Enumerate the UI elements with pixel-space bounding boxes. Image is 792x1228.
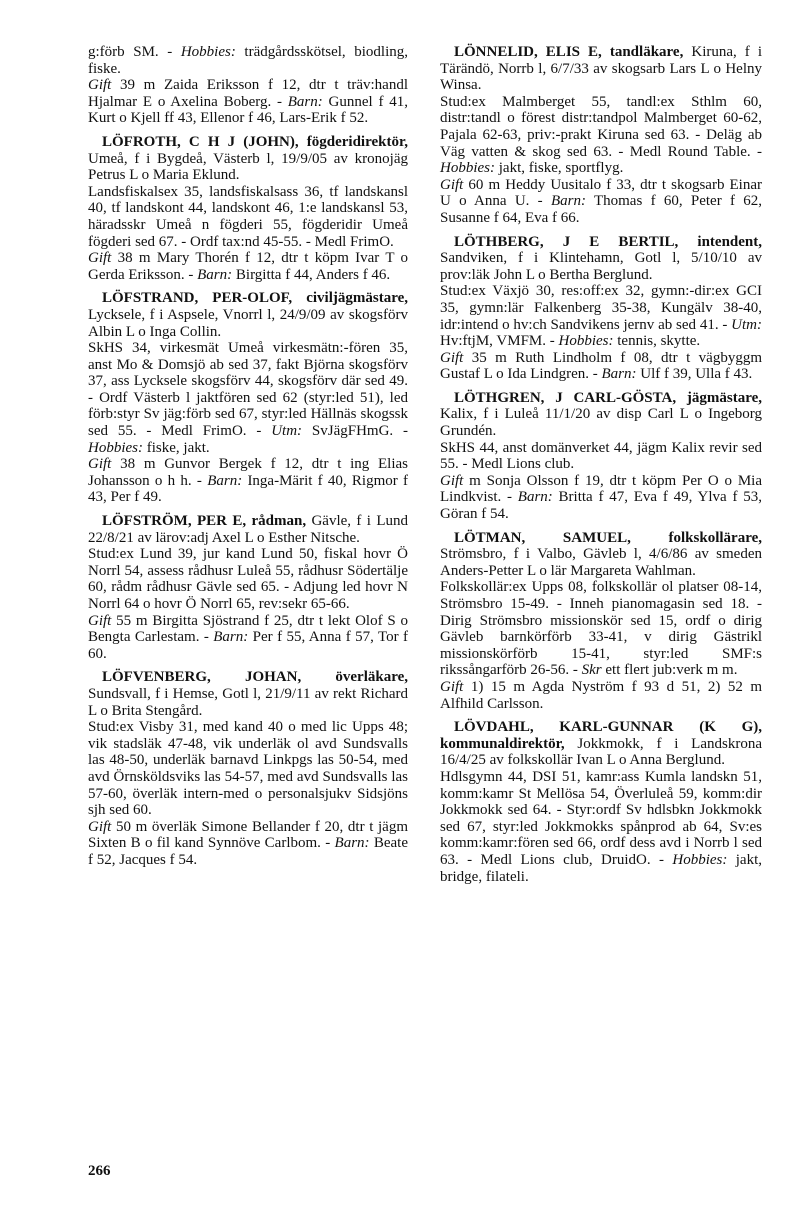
entry-title: jägmästare, [686,389,762,406]
entry-name: LÖFSTRÖM, PER E, [102,513,247,530]
entry-name: LÖTHBERG, J E BERTIL, [454,233,679,250]
entry-title: intendent, [697,233,762,250]
entry-heading: LÖTHGREN, J CARL-GÖSTA, jägmästare, Kalix, f i Luleå 11/1/20 av disp Carl L o Ingeborg Grundén. [440,389,762,440]
entry-text: g:förb SM. - Hobbies: trädgårdsskötsel, biodling, fiske. [88,44,408,77]
entry-heading: LÖVDAHL, KARL-GUNNAR (K G), kommunaldirektör, Jokkmokk, f i Landskrona 16/4/25 av folkskollär Ivan L o Anna Berglund. [440,719,762,769]
entry-title: fögderidirektör, [306,133,409,150]
entry-lonnelid [440,44,762,227]
entry-name: LÖVDAHL, KARL-GUNNAR (K G), [454,719,762,736]
entry-career: Stud:ex Malmberget 55, tandl:ex Sthlm 60, distr:tandl o förest distr:tandpol Malmberget 60-62, Pajala 62-63, priv:-prakt Kiruna sed 63. - Deläg ab Väg vatten & skog sed 63. - Medl Round Table. - Hobbies: jakt, fiske, sportflyg. [440,93,762,177]
entry-title: civiljägmästare, [306,290,408,307]
entry-title: tandläkare, [609,44,684,60]
entry-name: LÖNNELID, ELIS E, [454,44,602,60]
entry-title: rådman, [251,513,307,530]
entry-name: LÖTMAN, SAMUEL, [454,529,631,546]
right-column [440,44,762,892]
entry-career: Stud:ex Växjö 30, res:off:ex 32, gymn:-dir:ex GCI 35, gymn:lär Falkenberg 35-38, Kungälv 38-40, idr:intend o hv:ch Sandvikens jernv ab sed 41. - Utm: Hv:ftjM, VMFM. - Hobbies: tennis, skytte. [440,283,762,350]
entry-family: Gift 35 m Ruth Lindholm f 08, dtr t vägbyggm Gustaf L o Ida Lindgren. - Barn: Ulf f 39, Ulla f 43. [440,349,762,383]
entry-family: Gift 55 m Birgitta Sjöstrand f 25, dtr t lekt Olof S o Bengta Carlestam. - Barn: Per f 55, Anna f 57, Tor f 60. [88,612,408,662]
entry-title: folkskollärare, [668,529,762,546]
entry-lothberg [440,234,762,383]
entry-title: överläkare, [335,669,409,686]
entry-lotman [440,530,762,713]
entry-title: kommunaldirektör, [440,735,565,752]
entry-lothgren [440,390,762,523]
entry-heading: LÖTHBERG, J E BERTIL, intendent, Sandviken, f i Klintehamn, Gotl l, 5/10/10 av prov:läk John L o Bertha Berglund. [440,233,762,283]
entry-family: Gift 60 m Heddy Uusitalo f 33, dtr t skogsarb Einar U o Anna U. - Barn: Thomas f 60, Peter f 62, Susanne f 64, Eva f 66. [440,176,762,226]
entry-lofstrom [88,513,408,662]
entry-heading: LÖTMAN, SAMUEL, folkskollärare, Strömsbro, f i Valbo, Gävleb l, 4/6/86 av smeden Anders-Petter L o lär Margareta Wahlman. [440,529,762,579]
entry-career: Hdlsgymn 44, DSI 51, kamr:ass Kumla landskn 51, komm:kamr St Mellösa 54, Överluleå 59, komm:dir Jokkmokk sed 64. - Styr:ordf Sv hdlsbkn Jokkmokk sed 67, styr:led Jokkmokks spånprod ab 64, Sv:es komm:kamr:fören sed 66, ordf dess avd i Norrb l sed 63. - Medl Lions club, DruidO. - Hobbies: jakt, bridge, filateli. [440,768,762,885]
entry-career: Landsfiskalsex 35, landsfiskalsass 36, tf landskansl 40, tf landskont 44, landskont 46, 1:e landskansl 53, häradsskr Umeå n fögderi 55, fögderidir Umeå fögderi sed 67. - Ordf tax:nd 45-55. - Medl FrimO. [88,183,408,250]
entry-name: LÖFROTH, C H J (JOHN), [102,133,299,150]
entry-heading: LÖFSTRÖM, PER E, rådman, Gävle, f i Lund 22/8/21 av lärov:adj Axel L o Esther Nitsche. [88,513,409,546]
entry-name: LÖTHGREN, J CARL-GÖSTA, [454,389,677,406]
entry-family: Gift 39 m Zaida Eriksson f 12, dtr t träv:handl Hjalmar E o Axelina Boberg. - Barn: Gunnel f 41, Kurt o Kjell ff 43, Ellenor f 46, Lars-Erik f 52. [88,77,408,127]
entry-continued [88,44,408,127]
entry-family: Gift 1) 15 m Agda Nyström f 93 d 51, 2) 52 m Alfhild Carlsson. [440,678,762,712]
entry-career: Stud:ex Visby 31, med kand 40 o med lic Upps 48; vik stadsläk 47-48, vik underläk ol avd Sundsvalls las 48-50, underläk barnavd Linkpgs las 50-54, med avd Örnsköldsviks las 54-57, med avd Sundsvalls las 57-60, överläk intern-med o personalsjukv Sidsjöns sjh sed 60. [88,719,408,819]
entry-family: Gift m Sonja Olsson f 19, dtr t köpm Per O o Mia Lindkvist. - Barn: Britta f 47, Eva f 49, Ylva f 53, Göran f 54. [440,472,762,523]
entry-lofroth [88,134,408,283]
entry-heading: LÖFROTH, C H J (JOHN), fögderidirektör, Umeå, f i Bygdeå, Västerb l, 19/9/05 av kronojäg Petrus L o Maria Eklund. [88,133,409,184]
entry-lovdahl [440,719,762,885]
entry-heading: LÖNNELID, ELIS E, tandläkare, Kiruna, f i Tärändö, Norrb l, 6/7/33 av skogsarb Lars L o Helny Winsa. [440,44,763,94]
entry-name: LÖFSTRAND, PER-OLOF, [102,290,293,307]
entry-career: Folkskollär:ex Upps 08, folkskollär ol platser 08-14, Strömsbro 15-49. - Inneh pianomagasin sed 18. - Dirig Strömsbro missionskör sed 15, ordf o dirig Gävleb barnkörförb 33-41, v dirig Gästrikl missionskörförb 15-41, styr:led SMF:s rikssångarförb 26-56. - Skr ett flert jub:verk m m. [440,579,762,679]
entry-family: Gift 50 m överläk Simone Bellander f 20, dtr t jägm Sixten B o fil kand Synnöve Carlbom. - Barn: Beate f 52, Jacques f 54. [88,818,408,868]
entry-career: SkHS 34, virkesmät Umeå virkesmätn:-fören 35, anst Mo & Domsjö ab sed 37, fakt Björna skogsförv 37, ass Lycksele skogsförv 44, skogsförv där sed 49. - Ordf Västerb l jaktfören sed 62 (styr:led 51), led förb:styr Sv jäg:förb sed 67, styr:led Hällnäs skogssk sed 55. - Medl FrimO. - Utm: SvJägFHmG. - Hobbies: fiske, jakt. [88,340,408,456]
page-number: 266 [88,1163,111,1179]
entry-family: Gift 38 m Mary Thorén f 12, dtr t köpm Ivar T o Gerda Eriksson. - Barn: Birgitta f 44, Anders f 46. [88,250,408,283]
entry-heading: LÖFVENBERG, JOHAN, överläkare, Sundsvall, f i Hemse, Gotl l, 21/9/11 av rekt Richard L o Brita Stengård. [88,669,409,719]
entry-lofstrand [88,290,408,506]
entry-lofvenberg [88,669,408,868]
left-column [88,44,408,876]
entry-career: Stud:ex Lund 39, jur kand Lund 50, fiskal hovr Ö Norrl 54, assess rådhusr Luleå 55, rådhusr Södertälje 60, rådm rådhusr Gävle sed 65. - Adjung led hovr N Norrl 64 o hovr Ö Norrl 65, rev:sekr 65-66. [88,546,408,612]
entry-heading: LÖFSTRAND, PER-OLOF, civiljägmästare, Lycksele, f i Aspsele, Vnorrl l, 24/9/09 av skogsförv Albin L o Inga Collin. [88,290,408,340]
entry-career: SkHS 44, anst domänverket 44, jägm Kalix revir sed 55. - Medl Lions club. [440,439,762,473]
entry-family: Gift 38 m Gunvor Bergek f 12, dtr t ing Elias Johansson o h h. - Barn: Inga-Märit f 40, Rigmor f 43, Per f 49. [88,456,408,506]
entry-name: LÖFVENBERG, JOHAN, [102,669,302,686]
